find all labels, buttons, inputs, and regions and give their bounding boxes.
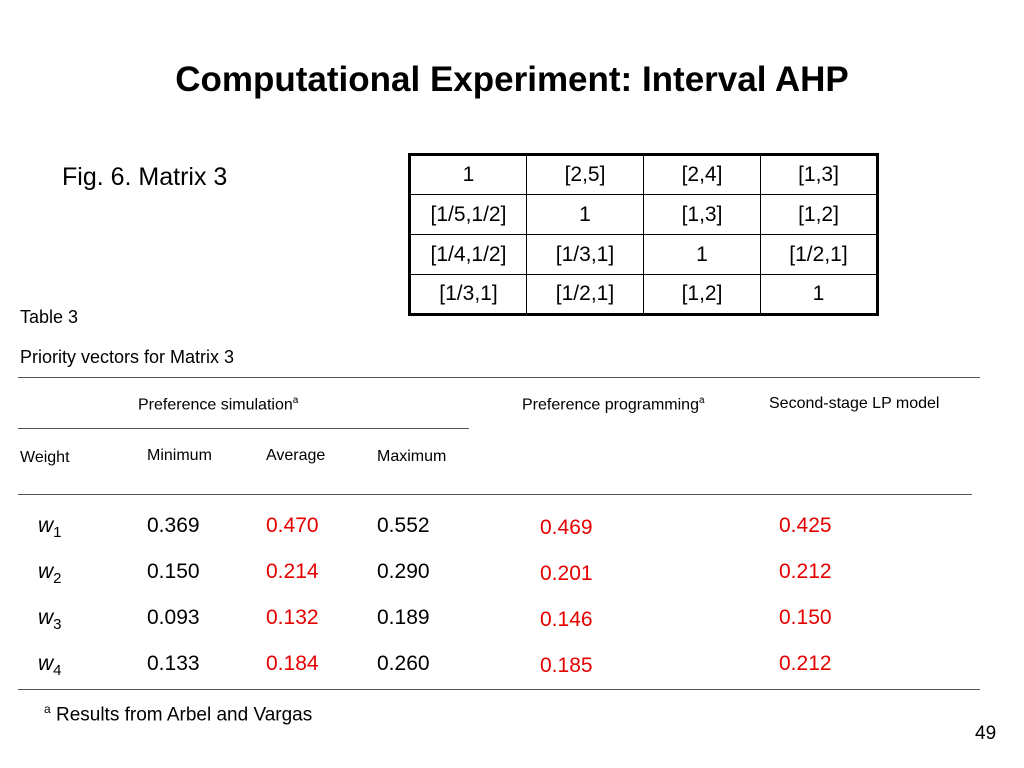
maximum-value: 0.552 [377, 514, 430, 537]
table-footnote: $^a$ Results from Arbel and Vargas [44, 702, 313, 726]
matrix-cell: 1 [410, 155, 527, 195]
average-value: 0.132 [266, 606, 319, 629]
weight-label: $w_2$ [38, 560, 62, 588]
second-stage-value: 0.212 [779, 652, 832, 675]
matrix-row [410, 155, 878, 195]
matrix-row [410, 195, 878, 235]
matrix-row [410, 275, 878, 315]
matrix-cell: [1,3] [644, 195, 761, 235]
minimum-value: 0.093 [147, 606, 200, 629]
minimum-value: 0.369 [147, 514, 200, 537]
header-bottom-rule [18, 494, 972, 495]
weight-label: $w_1$ [38, 514, 62, 542]
table-top-rule [18, 377, 980, 378]
second-stage-value: 0.150 [779, 606, 832, 629]
preference-programming-value: 0.201 [540, 562, 593, 585]
second-stage-value: 0.425 [779, 514, 832, 537]
header-second-stage-lp: Second-stage LP model [769, 395, 940, 412]
average-value: 0.470 [266, 514, 319, 537]
matrix-cell: [1,2] [761, 195, 878, 235]
table-bottom-rule [18, 689, 980, 690]
maximum-value: 0.189 [377, 606, 430, 629]
matrix-cell: [2,5] [527, 155, 644, 195]
subheader-rule [18, 428, 469, 429]
matrix-cell: [1/2,1] [761, 235, 878, 275]
minimum-value: 0.133 [147, 652, 200, 675]
matrix-cell: [1/3,1] [527, 235, 644, 275]
matrix-cell: [1,2] [644, 275, 761, 315]
maximum-value: 0.260 [377, 652, 430, 675]
header-weight: Weight [20, 449, 70, 466]
average-value: 0.214 [266, 560, 319, 583]
table-caption: Priority vectors for Matrix 3 [20, 347, 235, 367]
header-preference-programming: Preference programming$^a$ [522, 395, 705, 414]
minimum-value: 0.150 [147, 560, 200, 583]
header-maximum: Maximum [377, 448, 447, 465]
matrix-cell: [1,3] [761, 155, 878, 195]
maximum-value: 0.290 [377, 560, 430, 583]
table-label: Table 3 [20, 307, 79, 327]
header-preference-simulation: Preference simulation$^a$ [138, 395, 299, 414]
matrix-cell: [1/4,1/2] [410, 235, 527, 275]
matrix-cell: 1 [761, 275, 878, 315]
matrix-cell: [1/2,1] [527, 275, 644, 315]
figure-caption: Fig. 6. Matrix 3 [62, 163, 228, 191]
page-number: 49 [975, 723, 997, 744]
slide-title: Computational Experiment: Interval AHP [175, 60, 849, 99]
weight-label: $w_3$ [38, 606, 62, 634]
matrix-cell: [2,4] [644, 155, 761, 195]
preference-programming-value: 0.469 [540, 516, 593, 539]
preference-programming-value: 0.185 [540, 654, 593, 677]
matrix-cell: 1 [527, 195, 644, 235]
preference-programming-value: 0.146 [540, 608, 593, 631]
matrix-cell: [1/3,1] [410, 275, 527, 315]
matrix-3-table [408, 153, 879, 316]
header-minimum: Minimum [147, 447, 212, 464]
second-stage-value: 0.212 [779, 560, 832, 583]
weight-label: $w_4$ [38, 652, 62, 680]
average-value: 0.184 [266, 652, 319, 675]
matrix-cell: 1 [644, 235, 761, 275]
header-average: Average [266, 447, 326, 464]
matrix-row [410, 235, 878, 275]
matrix-cell: [1/5,1/2] [410, 195, 527, 235]
